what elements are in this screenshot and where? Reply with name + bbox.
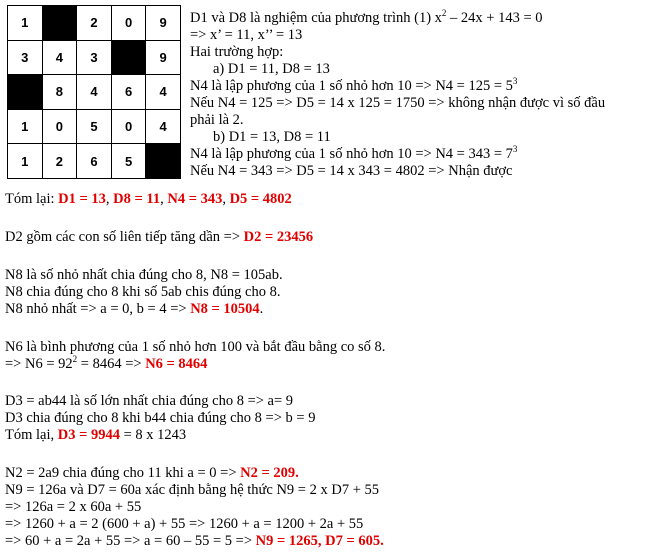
result-d8: D8 = 11 xyxy=(113,191,161,207)
superscript: 3 xyxy=(512,76,518,87)
grid-cell-black xyxy=(8,75,43,110)
grid-cell: 5 xyxy=(77,109,112,144)
case-a-line: a) D1 = 11, D8 = 13 xyxy=(213,61,330,77)
grid-cell: 0 xyxy=(42,109,77,144)
text: Tóm lại: xyxy=(5,191,59,207)
cases-heading: Hai trường hợp: xyxy=(190,44,284,60)
case-a-d5-line: Nếu N4 = 125 => D5 = 14 x 125 = 1750 => không nhận được vì số đầu xyxy=(190,95,606,111)
superscript: 2 xyxy=(441,8,447,19)
case-b-line: b) D1 = 13, D8 = 11 xyxy=(213,129,331,145)
case-b-n4-line xyxy=(190,146,517,162)
text: , xyxy=(105,191,114,207)
grid-cell: 1 xyxy=(8,109,43,144)
derivation-line-2: => 1260 + a = 2 (600 + a) + 55 => 1260 + a = 1200 + 2a + 55 xyxy=(5,516,364,532)
grid-row xyxy=(8,40,181,75)
d3-line-2: D3 chia đúng cho 8 khi b44 chia đúng cho 8 => b = 9 xyxy=(5,410,316,426)
n8-line-3 xyxy=(5,301,263,317)
grid-cell: 1 xyxy=(8,6,43,41)
grid-cell-black xyxy=(42,6,77,41)
result-d3: D3 = 9944 xyxy=(57,427,120,443)
grid-cell: 6 xyxy=(77,144,112,179)
result-n8: N8 = 10504 xyxy=(190,301,260,317)
grid-cell: 4 xyxy=(146,109,181,144)
result-n2: N2 = 209 xyxy=(240,465,296,481)
text: Tóm lại, xyxy=(5,427,58,443)
grid-cell: 9 xyxy=(146,6,181,41)
result-d5: D5 = 4802 xyxy=(229,191,292,207)
grid-cell: 8 xyxy=(42,75,77,110)
grid-cell-black xyxy=(111,40,146,75)
result-n6: N6 = 8464 xyxy=(145,356,208,372)
grid-row xyxy=(8,6,181,41)
result-d1: D1 = 13 xyxy=(58,191,106,207)
text: – 24x + 143 = 0 xyxy=(446,10,543,26)
grid-cell: 1 xyxy=(8,144,43,179)
d3-line-1: D3 = ab44 là số lớn nhất chia đúng cho 8 => a= 9 xyxy=(5,393,294,409)
grid-cell-black xyxy=(146,144,181,179)
grid-cell: 3 xyxy=(77,40,112,75)
text: N8 nhỏ nhất => a = 0, b = 4 => xyxy=(5,301,191,317)
case-a-n4-line xyxy=(190,78,517,94)
result-d2: D2 = 23456 xyxy=(243,229,314,245)
grid-cell: 4 xyxy=(42,40,77,75)
text: => 60 + a = 2a + 55 => a = 60 – 55 = 5 => xyxy=(5,533,256,549)
n2-line xyxy=(5,465,299,481)
roots-line: => x’ = 11, x’’ = 13 xyxy=(190,27,303,43)
grid-row xyxy=(8,109,181,144)
text: , xyxy=(160,191,168,207)
grid-cell: 4 xyxy=(77,75,112,110)
n8-line-2: N8 chia đúng cho 8 khi số 5ab chis đúng cho 8. xyxy=(5,284,281,300)
grid-cell: 4 xyxy=(146,75,181,110)
text: . xyxy=(380,533,384,549)
result-n4: N4 = 343 xyxy=(167,191,223,207)
d2-line xyxy=(5,229,313,245)
equation-line xyxy=(190,10,543,26)
case-a-continuation: phải là 2. xyxy=(190,112,244,128)
text: N4 là lập phương của 1 số nhỏ hơn 10 => N4 = 125 = 5 xyxy=(190,78,513,94)
d3-line-3 xyxy=(5,427,186,443)
grid-cell: 0 xyxy=(111,6,146,41)
n6-line-1: N6 là bình phương của 1 số nhỏ hơn 100 và bắt đầu bằng co số 8. xyxy=(5,339,386,355)
text: = 8 x 1243 xyxy=(120,427,187,443)
summary-line xyxy=(5,191,292,207)
n9-d7-line: N9 = 126a và D7 = 60a xác định bằng hệ thức N9 = 2 x D7 + 55 xyxy=(5,482,379,498)
grid-cell: 2 xyxy=(77,6,112,41)
text: => N6 = 92 xyxy=(5,356,73,372)
grid-cell: 5 xyxy=(111,144,146,179)
crossword-grid xyxy=(7,5,181,179)
derivation-line-3 xyxy=(5,533,384,549)
derivation-line-1: => 126a = 2 x 60a + 55 xyxy=(5,499,142,515)
text: N2 = 2a9 chia đúng cho 11 khi a = 0 => xyxy=(5,465,241,481)
superscript: 3 xyxy=(512,144,518,155)
superscript: 2 xyxy=(72,354,78,365)
text: N4 là lập phương của 1 số nhỏ hơn 10 => N4 = 343 = 7 xyxy=(190,146,513,162)
case-b-d5-line: Nếu N4 = 343 => D5 = 14 x 343 = 4802 => Nhận được xyxy=(190,163,513,179)
text: , xyxy=(317,533,326,549)
text: D2 gồm các con số liên tiếp tăng dần => xyxy=(5,229,244,245)
grid-cell: 0 xyxy=(111,109,146,144)
grid-cell: 9 xyxy=(146,40,181,75)
grid-cell: 6 xyxy=(111,75,146,110)
n8-line-1: N8 là số nhỏ nhất chia đúng cho 8, N8 = 105ab. xyxy=(5,267,283,283)
text: . xyxy=(295,465,299,481)
text: , xyxy=(222,191,230,207)
grid-cell: 2 xyxy=(42,144,77,179)
result-n9: N9 = 1265 xyxy=(255,533,318,549)
text: . xyxy=(259,301,264,317)
text: = 8464 => xyxy=(77,356,146,372)
grid-row xyxy=(8,144,181,179)
result-d7: D7 = 605 xyxy=(325,533,381,549)
grid-row xyxy=(8,75,181,110)
text: D1 và D8 là nghiệm của phương trình (1) x xyxy=(190,10,442,26)
grid-cell: 3 xyxy=(8,40,43,75)
n6-line-2 xyxy=(5,356,207,372)
